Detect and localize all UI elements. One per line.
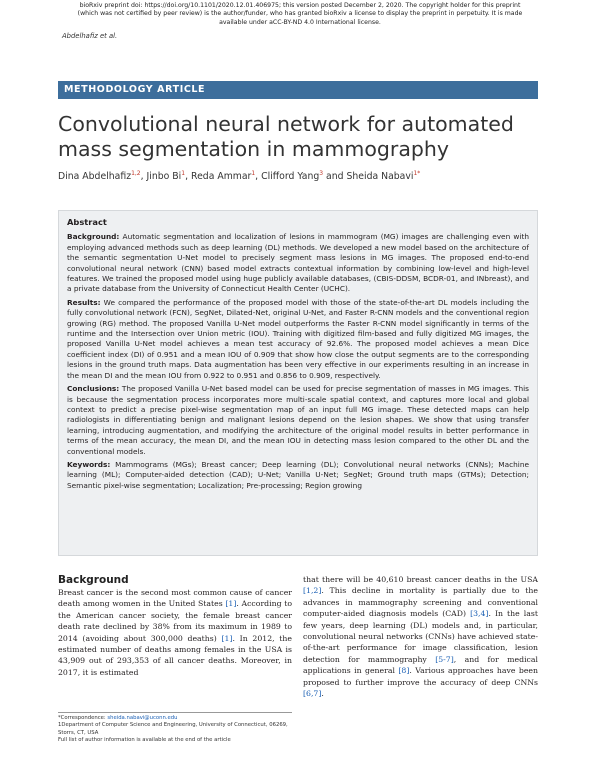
citation-link[interactable]: [8] bbox=[398, 666, 410, 676]
abstract-background: Background: Automatic segmentation and localization of lesions in mammogram (MG) images are challenging even with employing advanced methods such as deep learning (DL) methods. We developed a new model based on the architecture of the semantic segmentation U-Net model to precisely segment mass lesions in MG images. The proposed end-to-end convolutional neural network (CNN) based model extracts contextual information by combining low-level and high-level features. We trained the proposed model using huge publicly available databases, (CBIS-DDSM, BCDR-01, and INbreast), and a private database from the University of Connecticut Health Center (UCHC). bbox=[67, 232, 529, 294]
citation-link[interactable]: [1,2] bbox=[303, 586, 322, 596]
email-link[interactable]: sheida.nabavi@uconn.edu bbox=[107, 715, 178, 721]
author-name: Clifford Yang bbox=[261, 171, 320, 183]
author-affiliation: 3 bbox=[319, 170, 324, 177]
body-paragraph: Breast cancer is the second most common cause of cancer death among women in the United States [1]. According to the American cancer society, the female breast cancer death rate declined by 38% from its maximum in 1989 to 2014 (avoiding about 300,000 deaths) [1]. In 2012, the estimated number of deaths among females in the USA is 43,909 out of 293,353 of all cancer deaths. Moreover, in 2017, it is estimated bbox=[58, 588, 292, 677]
abstract-keywords: Keywords: Mammograms (MGs); Breast cancer; Deep learning (DL); Convolutional neural networks (CNNs); Machine learning (ML); Computer-aided detection (CAD); U-Net; Vanilla U-Net; SegNet; Ground truth maps (GTMs); Detection; Semantic pixel-wise segmentation; Localization; Pre-processing; Region growing bbox=[67, 459, 529, 490]
article-type-banner: METHODOLOGY ARTICLE bbox=[58, 81, 538, 99]
footnote bbox=[58, 712, 292, 745]
abstract-conclusions: Conclusions: The proposed Vanilla U-Net based model can be used for precise segmentation of masses in MG images. This is because the segmentation process incorporates more multi-scale spatial context, and captures more local and global context to predict a precise pixel-wise segmentation map of an input full MG image. These detected maps can help radiologists in differentiating benign and malignant lesions depend on the lesion shapes. We show that using transfer learning, introducing augmentation, and modifying the architecture of the original model results in better performance in terms of the mean accuracy, the mean DI, and the mean IOU in detecting mass lesion compared to the other DL and the conventional models. bbox=[67, 384, 529, 456]
citation-link[interactable]: [3,4] bbox=[470, 609, 489, 619]
preprint-line-1: bioRxiv preprint doi: https://doi.org/10.1101/2020.12.01.406975; this version posted December 2, 2020. The copyright holder for this preprint bbox=[79, 2, 521, 9]
citation-link[interactable]: [1] bbox=[221, 633, 233, 643]
preprint-line-3: available under aCC-BY-ND 4.0 International license. bbox=[219, 18, 381, 26]
citation-link[interactable]: [5-7] bbox=[435, 654, 454, 664]
paper-title: Convolutional neural network for automated mass segmentation in mammography bbox=[58, 112, 514, 161]
author-affiliation: 1,2 bbox=[131, 170, 141, 177]
body-paragraph: that there will be 40,610 breast cancer deaths in the USA [1,2]. This decline in mortality is partially due to the advances in mammography screening and conventional computer-aided diagnosis models (CAD) [3,4]. In the last few years, deep learning (DL) models and, in particular, convolutional neural networks (CNNs) have achieved state-of-the-art performance for image classification, lesion detection for mammography [5-7], and for medical applications in general [8]. Various approaches have been proposed to further improve the accuracy of deep CNNs [6,7]. bbox=[303, 575, 538, 699]
preprint-line-2: (which was not certified by peer review) is the author/funder, who has granted bioRxiv a license to display the preprint in perpetuity. It is made bbox=[77, 10, 523, 18]
body-column-right bbox=[303, 574, 538, 699]
citation-link[interactable]: [6,7] bbox=[303, 689, 322, 699]
affiliation-note: 1Department of Computer Science and Engineering, University of Connecticut, 06269, Storrs, CT, USA bbox=[58, 722, 288, 736]
author-name: Dina Abdelhafiz bbox=[58, 171, 132, 183]
abstract-heading: Abstract bbox=[67, 217, 107, 227]
author-list: Dina Abdelhafiz$^{1,2}$, Jinbo Bi$^1$, Reda Ammar$^1$, Clifford Yang$^3$ and Sheida Nabavi$^{1*}$ bbox=[58, 170, 421, 183]
author-name: Reda Ammar bbox=[191, 171, 252, 183]
abstract-box bbox=[58, 210, 538, 556]
preprint-notice bbox=[0, 2, 600, 27]
author-affiliation: 1 bbox=[251, 170, 256, 177]
body-column-left bbox=[58, 574, 292, 678]
author-name: Jinbo Bi bbox=[146, 171, 182, 183]
correspondence: *Correspondence: sheida.nabavi@uconn.edu bbox=[58, 715, 178, 721]
author-info-note: Full list of author information is available at the end of the article bbox=[58, 737, 231, 744]
section-heading-background: Background bbox=[58, 574, 129, 586]
author-affiliation: 1* bbox=[413, 170, 421, 177]
author-name: Sheida Nabavi bbox=[346, 171, 414, 183]
citation-link[interactable]: [1] bbox=[225, 599, 237, 609]
abstract-results: Results: We compared the performance of the proposed model with those of the state-of-the-art DL models including the fully convolutional network (FCN), SegNet, Dilated-Net, original U-Net, and Faster R-CNN models and the conventional region growing (RG) method. The proposed Vanilla U-Net model outperforms the Faster R-CNN model significantly in terms of the runtime and the Intersection over Union metric (IOU). Training with digitized film-based and fully digitized MG images, the proposed Vanilla U-Net model achieves a mean test accuracy of 92.6%. The proposed model achieves a mean Dice coefficient index (DI) of 0.951 and a mean IOU of 0.909 that show how close the output segments are to the corresponding lesions in the ground truth maps. Data augmentation has been very effective in our experiments resulting in an increase in the mean DI and the mean IOU from 0.922 to 0.951 and 0.856 to 0.909, respectively. bbox=[67, 297, 530, 380]
author-affiliation: 1 bbox=[181, 170, 186, 177]
running-head: Abdelhafiz et al. bbox=[62, 32, 118, 40]
